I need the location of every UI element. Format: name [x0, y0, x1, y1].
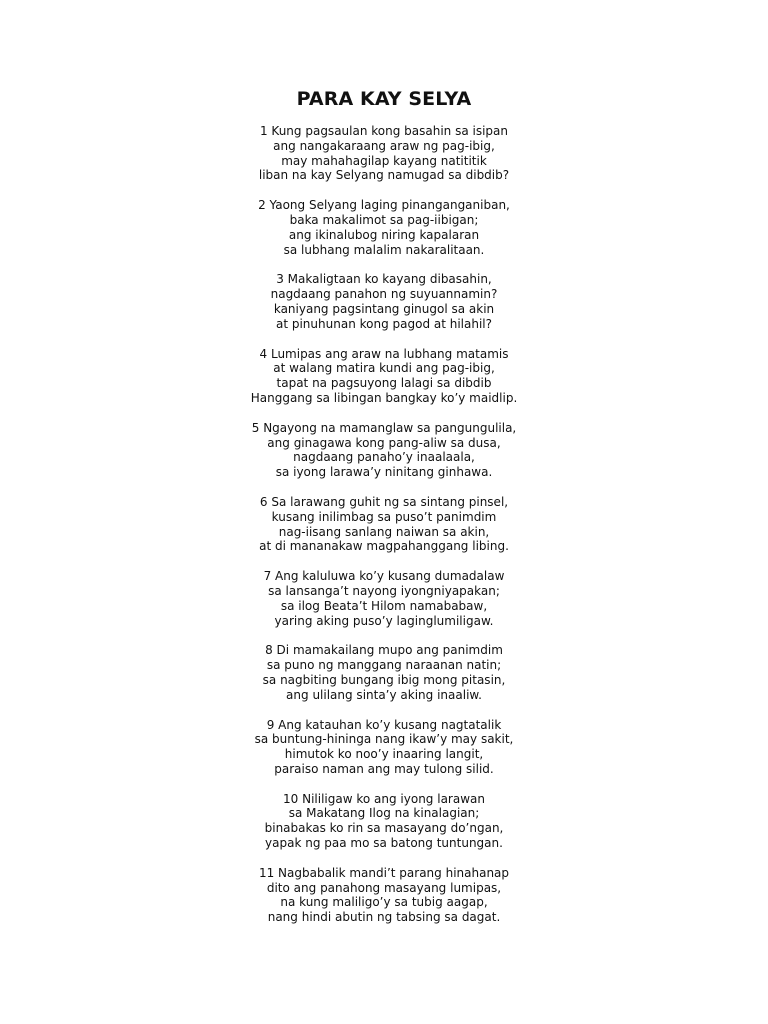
poem-line: 5 Ngayong na mamanglaw sa pangungulila, — [251, 420, 517, 435]
poem-line: binabakas ko rin sa masayang do’ngan, — [264, 821, 504, 836]
poem-line: sa nagbiting bungang ibig mong pitasin, — [262, 672, 506, 687]
poem-line: liban na kay Selyang namugad sa dibdib? — [258, 168, 510, 183]
poem-line: kusang inilimbag sa puso’t panimdim — [271, 509, 497, 524]
poem-body — [0, 124, 768, 940]
poem-title: PARA KAY SELYA — [296, 88, 472, 110]
stanza-1 — [0, 124, 768, 183]
stanza-9 — [0, 718, 768, 777]
poem-line: 1 Kung pagsaulan kong basahin sa isipan — [259, 124, 509, 138]
poem-line: yaring aking puso’y laginglumiligaw. — [274, 613, 494, 628]
stanza-2 — [0, 198, 768, 257]
poem-line: Hanggang sa libingan bangkay ko’y maidlip. — [250, 390, 518, 405]
poem-line: ang ulilang sinta’y aking inaaliw. — [286, 687, 482, 702]
poem-line: 7 Ang kaluluwa ko’y kusang dumadalaw — [263, 569, 505, 584]
poem-line: sa lubhang malalim nakaralitaan. — [283, 242, 485, 257]
poem-line: nag-iisang sanlang naiwan sa akin, — [278, 524, 490, 539]
poem-line: nagdaang panahon ng suyuannamin? — [270, 287, 498, 302]
poem-line: sa buntung-hininga nang ikaw’y may sakit, — [254, 732, 514, 747]
poem-line: baka makalimot sa pag-iibigan; — [289, 212, 479, 227]
poem-line: paraiso naman ang may tulong silid. — [274, 761, 494, 776]
poem-line: 6 Sa larawang guhit ng sa sintang pinsel, — [259, 494, 509, 509]
poem-line: 8 Di mamakailang mupo ang panimdim — [265, 643, 503, 658]
poem-line: ang nangakaraang araw ng pag-ibig, — [273, 138, 495, 153]
poem-line: sa ilog Beata’t Hilom namababaw, — [280, 598, 488, 613]
stanza-6 — [0, 495, 768, 554]
stanza-5 — [0, 421, 768, 480]
poem-line: 9 Ang katauhan ko’y kusang nagtatalik — [266, 717, 502, 732]
poem-line: nang hindi abutin ng tabsing sa dagat. — [267, 910, 501, 925]
poem-line: 4 Lumipas ang araw na lubhang matamis — [259, 346, 509, 361]
poem-line: sa puno ng manggang naraanan natin; — [266, 658, 502, 673]
poem-line: 11 Nagbabalik mandi’t parang hinahanap — [258, 865, 510, 880]
poem-line: ang ikinalubog niring kapalaran — [288, 227, 480, 242]
poem-line: nagdaang panaho’y inaalaala, — [293, 450, 475, 465]
poem-line: na kung maliligo’y sa tubig aagap, — [280, 895, 488, 910]
poem-line: yapak ng paa mo sa batong tuntungan. — [265, 836, 503, 851]
stanza-3 — [0, 272, 768, 331]
stanza-7 — [0, 569, 768, 628]
poem-line: at pinuhunan kong pagod at hilahil? — [275, 316, 493, 331]
poem-line: ang ginagawa kong pang-aliw sa dusa, — [267, 435, 501, 450]
poem-line: 2 Yaong Selyang laging pinanganganiban, — [258, 198, 510, 213]
poem-line: tapat na pagsuyong lalagi sa dibdib — [276, 376, 492, 391]
poem-line: may mahahagilap kayang natititik — [281, 153, 487, 168]
stanza-8 — [0, 643, 768, 702]
poem-line: at walang matira kundi ang pag-ibig, — [273, 361, 495, 376]
poem-line: 10 Nililigaw ko ang iyong larawan — [283, 791, 485, 806]
poem-line: at di mananakaw magpahanggang libing. — [259, 539, 509, 554]
poem-line: himutok ko noo’y inaaring langit, — [284, 747, 484, 762]
poem-line: sa iyong larawa’y ninitang ginhawa. — [275, 465, 493, 480]
poem-line: kaniyang pagsintang ginugol sa akin — [273, 301, 495, 316]
stanza-11 — [0, 866, 768, 925]
poem-line: dito ang panahong masayang lumipas, — [266, 880, 502, 895]
stanza-4 — [0, 347, 768, 406]
poem-line: sa Makatang Ilog na kinalagian; — [288, 806, 480, 821]
poem-line: 3 Makaligtaan ko kayang dibasahin, — [276, 272, 492, 287]
stanza-10 — [0, 792, 768, 851]
poem-line: sa lansanga’t nayong iyongniyapakan; — [268, 583, 500, 598]
